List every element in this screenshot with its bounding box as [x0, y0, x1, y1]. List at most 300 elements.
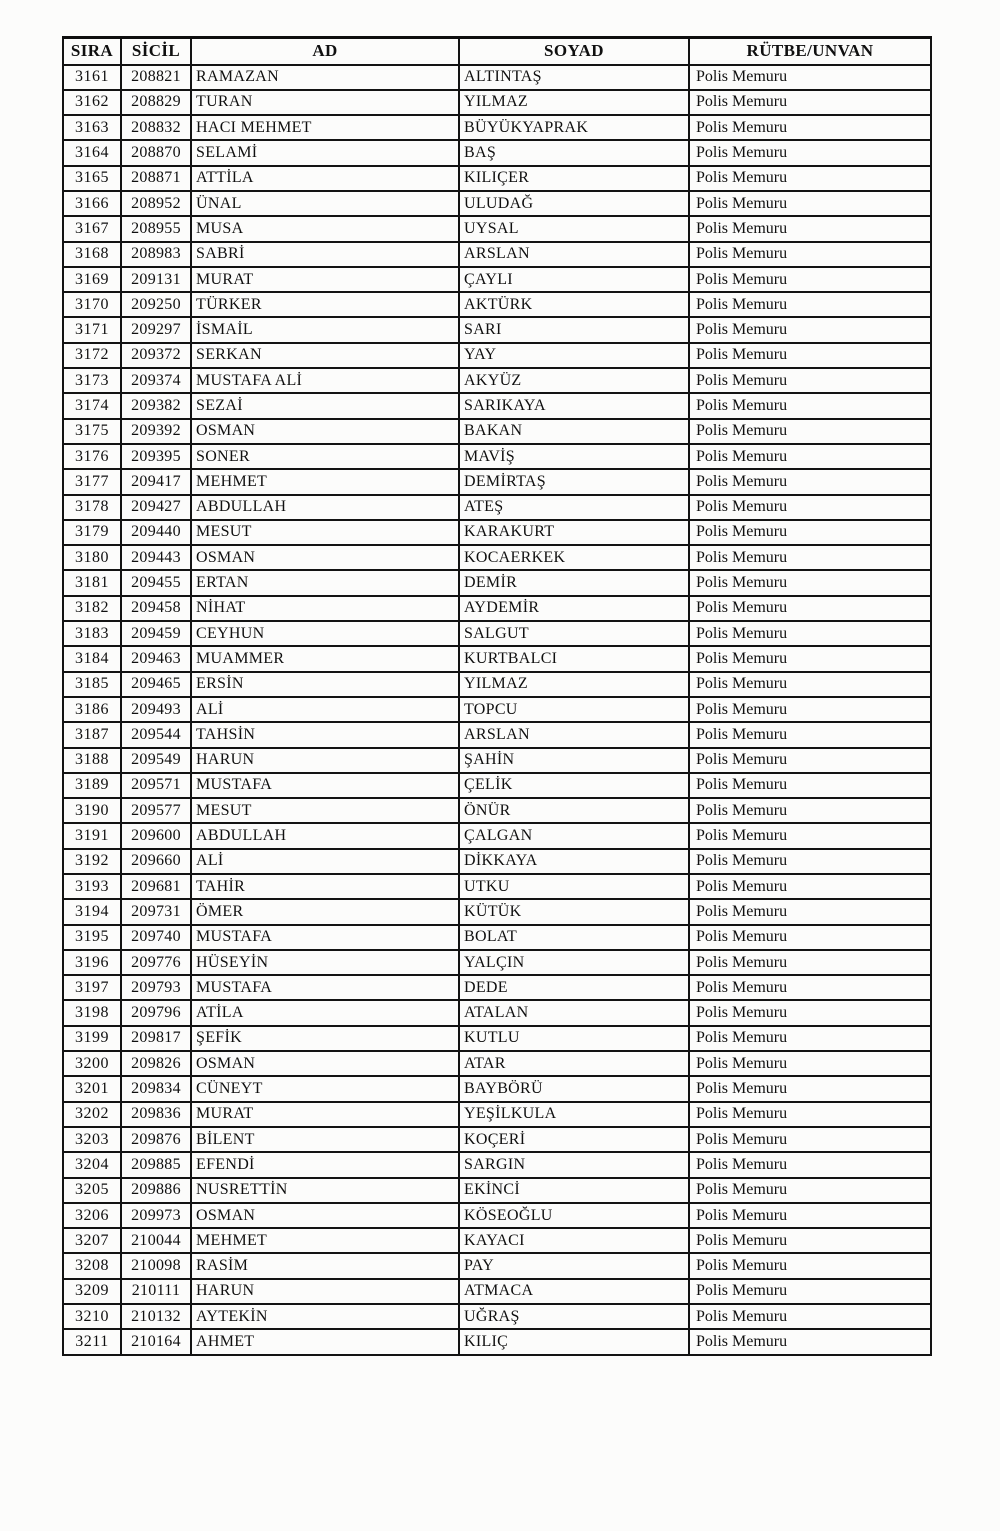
- sicil-cell: 209455: [121, 570, 191, 595]
- sicil-cell: 209544: [121, 722, 191, 747]
- sira-cell: 3161: [63, 65, 121, 90]
- rutbe-cell: Polis Memuru: [689, 166, 931, 191]
- rutbe-cell: Polis Memuru: [689, 748, 931, 773]
- sira-cell: 3179: [63, 520, 121, 545]
- ad-cell: HACI MEHMET: [191, 115, 459, 140]
- sira-cell: 3198: [63, 1000, 121, 1025]
- table-row: [63, 1203, 931, 1228]
- sicil-cell: 209458: [121, 596, 191, 621]
- soyad-cell: ÇALGAN: [459, 823, 689, 848]
- rutbe-cell: Polis Memuru: [689, 950, 931, 975]
- soyad-cell: SARGIN: [459, 1152, 689, 1177]
- rutbe-cell: Polis Memuru: [689, 368, 931, 393]
- soyad-cell: YEŞİLKULA: [459, 1102, 689, 1127]
- ad-cell: TAHSİN: [191, 722, 459, 747]
- ad-cell: MUSTAFA: [191, 975, 459, 1000]
- sira-cell: 3183: [63, 621, 121, 646]
- rutbe-cell: Polis Memuru: [689, 773, 931, 798]
- rutbe-cell: Polis Memuru: [689, 191, 931, 216]
- rutbe-cell: Polis Memuru: [689, 570, 931, 595]
- soyad-cell: KOÇERİ: [459, 1127, 689, 1152]
- sira-cell: 3197: [63, 975, 121, 1000]
- ad-cell: ÖMER: [191, 899, 459, 924]
- table-row: [63, 317, 931, 342]
- ad-cell: EFENDİ: [191, 1152, 459, 1177]
- rutbe-cell: Polis Memuru: [689, 317, 931, 342]
- table-body: [63, 65, 931, 1355]
- rutbe-cell: Polis Memuru: [689, 672, 931, 697]
- rutbe-cell: Polis Memuru: [689, 545, 931, 570]
- sira-cell: 3178: [63, 495, 121, 520]
- rutbe-cell: Polis Memuru: [689, 495, 931, 520]
- ad-cell: ÜNAL: [191, 191, 459, 216]
- ad-cell: SERKAN: [191, 343, 459, 368]
- sira-cell: 3187: [63, 722, 121, 747]
- table-row: [63, 1026, 931, 1051]
- sicil-cell: 209250: [121, 292, 191, 317]
- rutbe-cell: Polis Memuru: [689, 1279, 931, 1304]
- ad-cell: TURAN: [191, 90, 459, 115]
- sicil-cell: 209131: [121, 267, 191, 292]
- sira-cell: 3200: [63, 1051, 121, 1076]
- soyad-cell: ULUDAĞ: [459, 191, 689, 216]
- sira-cell: 3189: [63, 773, 121, 798]
- soyad-cell: BAYBÖRÜ: [459, 1076, 689, 1101]
- sicil-cell: 209876: [121, 1127, 191, 1152]
- soyad-cell: ÇELİK: [459, 773, 689, 798]
- sicil-cell: 209793: [121, 975, 191, 1000]
- table-row: [63, 1329, 931, 1354]
- ad-cell: HÜSEYİN: [191, 950, 459, 975]
- sicil-cell: 209681: [121, 874, 191, 899]
- rutbe-cell: Polis Memuru: [689, 242, 931, 267]
- soyad-cell: UYSAL: [459, 216, 689, 241]
- sira-cell: 3210: [63, 1304, 121, 1329]
- table-row: [63, 444, 931, 469]
- soyad-cell: AYDEMİR: [459, 596, 689, 621]
- header-ad: AD: [191, 38, 459, 65]
- sira-cell: 3211: [63, 1329, 121, 1354]
- table-row: [63, 748, 931, 773]
- rutbe-cell: Polis Memuru: [689, 65, 931, 90]
- ad-cell: TAHİR: [191, 874, 459, 899]
- soyad-cell: KILIÇER: [459, 166, 689, 191]
- rutbe-cell: Polis Memuru: [689, 646, 931, 671]
- ad-cell: ALİ: [191, 697, 459, 722]
- header-row: [63, 38, 931, 65]
- soyad-cell: DEDE: [459, 975, 689, 1000]
- sicil-cell: 210098: [121, 1253, 191, 1278]
- sira-cell: 3188: [63, 748, 121, 773]
- sira-cell: 3163: [63, 115, 121, 140]
- sicil-cell: 209392: [121, 419, 191, 444]
- rutbe-cell: Polis Memuru: [689, 1152, 931, 1177]
- rutbe-cell: Polis Memuru: [689, 469, 931, 494]
- sira-cell: 3181: [63, 570, 121, 595]
- soyad-cell: BÜYÜKYAPRAK: [459, 115, 689, 140]
- sira-cell: 3168: [63, 242, 121, 267]
- table-row: [63, 1228, 931, 1253]
- ad-cell: MURAT: [191, 1102, 459, 1127]
- rutbe-cell: Polis Memuru: [689, 1304, 931, 1329]
- sicil-cell: 209549: [121, 748, 191, 773]
- ad-cell: AHMET: [191, 1329, 459, 1354]
- sira-cell: 3205: [63, 1178, 121, 1203]
- sira-cell: 3162: [63, 90, 121, 115]
- sira-cell: 3173: [63, 368, 121, 393]
- ad-cell: MUSTAFA: [191, 773, 459, 798]
- sicil-cell: 209395: [121, 444, 191, 469]
- soyad-cell: ARSLAN: [459, 722, 689, 747]
- sicil-cell: 209740: [121, 925, 191, 950]
- soyad-cell: KAYACI: [459, 1228, 689, 1253]
- sira-cell: 3203: [63, 1127, 121, 1152]
- table-row: [63, 722, 931, 747]
- header-sira: SIRA: [63, 38, 121, 65]
- soyad-cell: BAŞ: [459, 140, 689, 165]
- ad-cell: RASİM: [191, 1253, 459, 1278]
- ad-cell: OSMAN: [191, 419, 459, 444]
- ad-cell: NUSRETTİN: [191, 1178, 459, 1203]
- table-row: [63, 1304, 931, 1329]
- soyad-cell: KARAKURT: [459, 520, 689, 545]
- table-row: [63, 495, 931, 520]
- rutbe-cell: Polis Memuru: [689, 596, 931, 621]
- sicil-cell: 209571: [121, 773, 191, 798]
- sicil-cell: 209459: [121, 621, 191, 646]
- soyad-cell: BOLAT: [459, 925, 689, 950]
- rutbe-cell: Polis Memuru: [689, 1203, 931, 1228]
- table-row: [63, 368, 931, 393]
- table-row: [63, 925, 931, 950]
- sicil-cell: 208955: [121, 216, 191, 241]
- sira-cell: 3204: [63, 1152, 121, 1177]
- soyad-cell: KURTBALCI: [459, 646, 689, 671]
- table-row: [63, 419, 931, 444]
- ad-cell: SELAMİ: [191, 140, 459, 165]
- ad-cell: MESUT: [191, 520, 459, 545]
- header-sicil: SİCİL: [121, 38, 191, 65]
- soyad-cell: ÇAYLI: [459, 267, 689, 292]
- table-row: [63, 115, 931, 140]
- rutbe-cell: Polis Memuru: [689, 823, 931, 848]
- personnel-roster-table: [62, 36, 932, 1356]
- ad-cell: AYTEKİN: [191, 1304, 459, 1329]
- rutbe-cell: Polis Memuru: [689, 444, 931, 469]
- sicil-cell: 209463: [121, 646, 191, 671]
- table-row: [63, 621, 931, 646]
- ad-cell: TÜRKER: [191, 292, 459, 317]
- sicil-cell: 208952: [121, 191, 191, 216]
- sicil-cell: 209886: [121, 1178, 191, 1203]
- sicil-cell: 209817: [121, 1026, 191, 1051]
- rutbe-cell: Polis Memuru: [689, 343, 931, 368]
- ad-cell: NİHAT: [191, 596, 459, 621]
- sira-cell: 3209: [63, 1279, 121, 1304]
- table-row: [63, 596, 931, 621]
- ad-cell: MEHMET: [191, 469, 459, 494]
- sicil-cell: 209427: [121, 495, 191, 520]
- table-header: [63, 38, 931, 65]
- rutbe-cell: Polis Memuru: [689, 216, 931, 241]
- rutbe-cell: Polis Memuru: [689, 697, 931, 722]
- sira-cell: 3164: [63, 140, 121, 165]
- table-row: [63, 1279, 931, 1304]
- ad-cell: MUSTAFA ALİ: [191, 368, 459, 393]
- sicil-cell: 209600: [121, 823, 191, 848]
- sira-cell: 3208: [63, 1253, 121, 1278]
- rutbe-cell: Polis Memuru: [689, 1329, 931, 1354]
- rutbe-cell: Polis Memuru: [689, 267, 931, 292]
- sira-cell: 3194: [63, 899, 121, 924]
- sira-cell: 3176: [63, 444, 121, 469]
- sicil-cell: 210164: [121, 1329, 191, 1354]
- soyad-cell: DİKKAYA: [459, 849, 689, 874]
- sicil-cell: 209417: [121, 469, 191, 494]
- sira-cell: 3177: [63, 469, 121, 494]
- table-row: [63, 216, 931, 241]
- ad-cell: MEHMET: [191, 1228, 459, 1253]
- sicil-cell: 209826: [121, 1051, 191, 1076]
- ad-cell: MUSTAFA: [191, 925, 459, 950]
- sicil-cell: 209776: [121, 950, 191, 975]
- soyad-cell: KUTLU: [459, 1026, 689, 1051]
- rutbe-cell: Polis Memuru: [689, 798, 931, 823]
- sira-cell: 3180: [63, 545, 121, 570]
- sicil-cell: 210132: [121, 1304, 191, 1329]
- sira-cell: 3171: [63, 317, 121, 342]
- sicil-cell: 209834: [121, 1076, 191, 1101]
- table-row: [63, 166, 931, 191]
- table-row: [63, 1051, 931, 1076]
- table-row: [63, 798, 931, 823]
- sira-cell: 3167: [63, 216, 121, 241]
- ad-cell: OSMAN: [191, 1051, 459, 1076]
- rutbe-cell: Polis Memuru: [689, 1026, 931, 1051]
- sicil-cell: 209297: [121, 317, 191, 342]
- soyad-cell: UTKU: [459, 874, 689, 899]
- table-row: [63, 1253, 931, 1278]
- rutbe-cell: Polis Memuru: [689, 1228, 931, 1253]
- sira-cell: 3202: [63, 1102, 121, 1127]
- rutbe-cell: Polis Memuru: [689, 140, 931, 165]
- sira-cell: 3195: [63, 925, 121, 950]
- sicil-cell: 209660: [121, 849, 191, 874]
- table-row: [63, 90, 931, 115]
- rutbe-cell: Polis Memuru: [689, 874, 931, 899]
- soyad-cell: ÖNÜR: [459, 798, 689, 823]
- soyad-cell: AKYÜZ: [459, 368, 689, 393]
- ad-cell: MUSA: [191, 216, 459, 241]
- ad-cell: MURAT: [191, 267, 459, 292]
- rutbe-cell: Polis Memuru: [689, 90, 931, 115]
- table-row: [63, 570, 931, 595]
- soyad-cell: KÖSEOĞLU: [459, 1203, 689, 1228]
- ad-cell: ABDULLAH: [191, 823, 459, 848]
- soyad-cell: KILIÇ: [459, 1329, 689, 1354]
- sicil-cell: 210111: [121, 1279, 191, 1304]
- table-row: [63, 1076, 931, 1101]
- ad-cell: İSMAİL: [191, 317, 459, 342]
- sicil-cell: 209796: [121, 1000, 191, 1025]
- table-row: [63, 292, 931, 317]
- sira-cell: 3170: [63, 292, 121, 317]
- soyad-cell: YAY: [459, 343, 689, 368]
- ad-cell: OSMAN: [191, 1203, 459, 1228]
- sira-cell: 3186: [63, 697, 121, 722]
- table-row: [63, 267, 931, 292]
- sicil-cell: 209885: [121, 1152, 191, 1177]
- soyad-cell: KÜTÜK: [459, 899, 689, 924]
- table-row: [63, 1178, 931, 1203]
- ad-cell: ABDULLAH: [191, 495, 459, 520]
- table-row: [63, 65, 931, 90]
- sicil-cell: 209440: [121, 520, 191, 545]
- sicil-cell: 209973: [121, 1203, 191, 1228]
- soyad-cell: ARSLAN: [459, 242, 689, 267]
- sira-cell: 3169: [63, 267, 121, 292]
- soyad-cell: ALTINTAŞ: [459, 65, 689, 90]
- rutbe-cell: Polis Memuru: [689, 1000, 931, 1025]
- table-row: [63, 1152, 931, 1177]
- sicil-cell: 208832: [121, 115, 191, 140]
- soyad-cell: AKTÜRK: [459, 292, 689, 317]
- table-row: [63, 975, 931, 1000]
- table-row: [63, 773, 931, 798]
- soyad-cell: YILMAZ: [459, 90, 689, 115]
- soyad-cell: MAVİŞ: [459, 444, 689, 469]
- sira-cell: 3184: [63, 646, 121, 671]
- sira-cell: 3192: [63, 849, 121, 874]
- rutbe-cell: Polis Memuru: [689, 393, 931, 418]
- sicil-cell: 209836: [121, 1102, 191, 1127]
- ad-cell: RAMAZAN: [191, 65, 459, 90]
- ad-cell: HARUN: [191, 748, 459, 773]
- table-row: [63, 393, 931, 418]
- sicil-cell: 209382: [121, 393, 191, 418]
- rutbe-cell: Polis Memuru: [689, 292, 931, 317]
- soyad-cell: SARIKAYA: [459, 393, 689, 418]
- rutbe-cell: Polis Memuru: [689, 1051, 931, 1076]
- sira-cell: 3172: [63, 343, 121, 368]
- soyad-cell: ŞAHİN: [459, 748, 689, 773]
- rutbe-cell: Polis Memuru: [689, 1076, 931, 1101]
- table-row: [63, 950, 931, 975]
- rutbe-cell: Polis Memuru: [689, 1127, 931, 1152]
- sira-cell: 3201: [63, 1076, 121, 1101]
- rutbe-cell: Polis Memuru: [689, 1253, 931, 1278]
- ad-cell: CEYHUN: [191, 621, 459, 646]
- sira-cell: 3199: [63, 1026, 121, 1051]
- sicil-cell: 208821: [121, 65, 191, 90]
- sicil-cell: 209493: [121, 697, 191, 722]
- ad-cell: BİLENT: [191, 1127, 459, 1152]
- table-row: [63, 520, 931, 545]
- soyad-cell: ATMACA: [459, 1279, 689, 1304]
- sicil-cell: 209731: [121, 899, 191, 924]
- table-row: [63, 823, 931, 848]
- sira-cell: 3165: [63, 166, 121, 191]
- sira-cell: 3196: [63, 950, 121, 975]
- ad-cell: HARUN: [191, 1279, 459, 1304]
- sicil-cell: 209443: [121, 545, 191, 570]
- ad-cell: OSMAN: [191, 545, 459, 570]
- table-row: [63, 191, 931, 216]
- table-row: [63, 697, 931, 722]
- ad-cell: MESUT: [191, 798, 459, 823]
- soyad-cell: BAKAN: [459, 419, 689, 444]
- table-row: [63, 849, 931, 874]
- sicil-cell: 208871: [121, 166, 191, 191]
- soyad-cell: ATAR: [459, 1051, 689, 1076]
- soyad-cell: SARI: [459, 317, 689, 342]
- sicil-cell: 209465: [121, 672, 191, 697]
- table-row: [63, 343, 931, 368]
- sicil-cell: 208870: [121, 140, 191, 165]
- sicil-cell: 209372: [121, 343, 191, 368]
- soyad-cell: YALÇIN: [459, 950, 689, 975]
- ad-cell: ERTAN: [191, 570, 459, 595]
- sira-cell: 3175: [63, 419, 121, 444]
- sicil-cell: 208829: [121, 90, 191, 115]
- rutbe-cell: Polis Memuru: [689, 115, 931, 140]
- sira-cell: 3174: [63, 393, 121, 418]
- ad-cell: ALİ: [191, 849, 459, 874]
- rutbe-cell: Polis Memuru: [689, 1178, 931, 1203]
- ad-cell: ŞEFİK: [191, 1026, 459, 1051]
- table-row: [63, 672, 931, 697]
- sira-cell: 3191: [63, 823, 121, 848]
- ad-cell: MUAMMER: [191, 646, 459, 671]
- ad-cell: CÜNEYT: [191, 1076, 459, 1101]
- rutbe-cell: Polis Memuru: [689, 975, 931, 1000]
- soyad-cell: ATALAN: [459, 1000, 689, 1025]
- sira-cell: 3207: [63, 1228, 121, 1253]
- rutbe-cell: Polis Memuru: [689, 722, 931, 747]
- sira-cell: 3206: [63, 1203, 121, 1228]
- soyad-cell: KOCAERKEK: [459, 545, 689, 570]
- header-rutbe-unvan: RÜTBE/UNVAN: [689, 38, 931, 65]
- header-soyad: SOYAD: [459, 38, 689, 65]
- table-row: [63, 874, 931, 899]
- table-row: [63, 1127, 931, 1152]
- rutbe-cell: Polis Memuru: [689, 520, 931, 545]
- table-row: [63, 1000, 931, 1025]
- sira-cell: 3182: [63, 596, 121, 621]
- ad-cell: ERSİN: [191, 672, 459, 697]
- rutbe-cell: Polis Memuru: [689, 621, 931, 646]
- table-row: [63, 1102, 931, 1127]
- soyad-cell: EKİNCİ: [459, 1178, 689, 1203]
- ad-cell: ATTİLA: [191, 166, 459, 191]
- table-row: [63, 646, 931, 671]
- rutbe-cell: Polis Memuru: [689, 849, 931, 874]
- ad-cell: SABRİ: [191, 242, 459, 267]
- soyad-cell: DEMİRTAŞ: [459, 469, 689, 494]
- table-row: [63, 242, 931, 267]
- ad-cell: ATİLA: [191, 1000, 459, 1025]
- soyad-cell: PAY: [459, 1253, 689, 1278]
- table-row: [63, 140, 931, 165]
- sicil-cell: 208983: [121, 242, 191, 267]
- rutbe-cell: Polis Memuru: [689, 419, 931, 444]
- sicil-cell: 209374: [121, 368, 191, 393]
- sira-cell: 3166: [63, 191, 121, 216]
- rutbe-cell: Polis Memuru: [689, 899, 931, 924]
- soyad-cell: SALGUT: [459, 621, 689, 646]
- ad-cell: SONER: [191, 444, 459, 469]
- table-row: [63, 469, 931, 494]
